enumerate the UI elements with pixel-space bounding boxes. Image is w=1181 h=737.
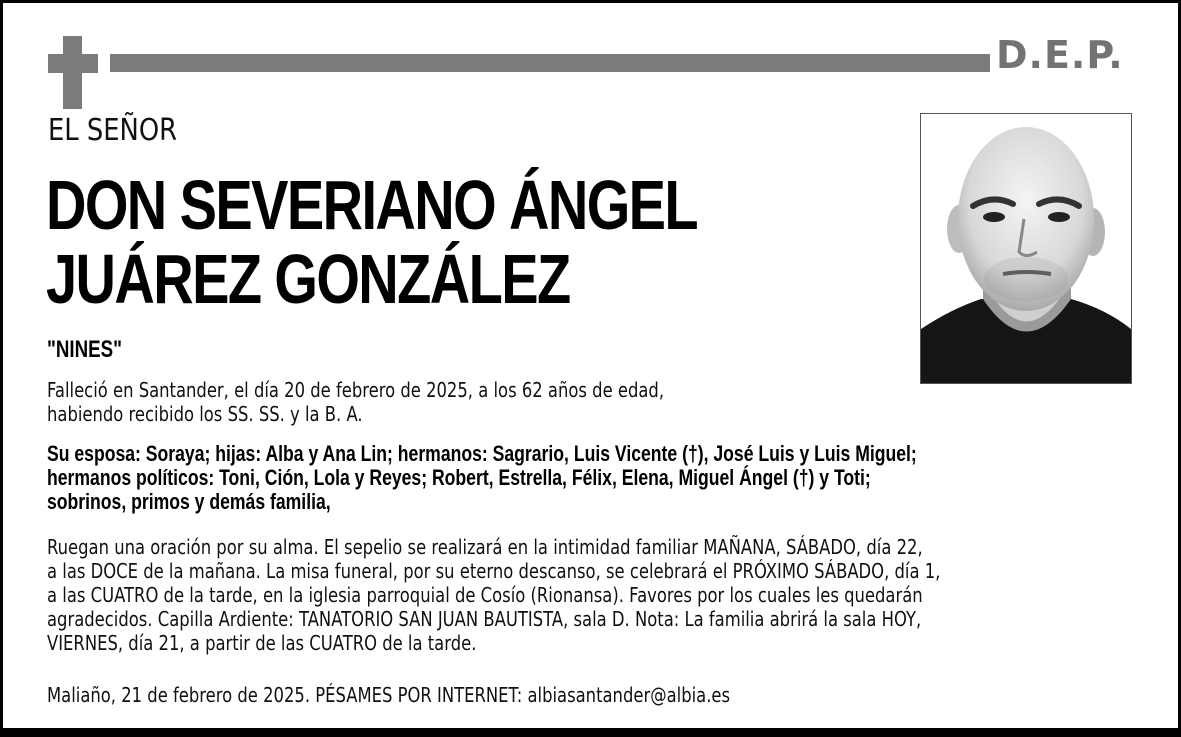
footer-condolences-label: PÉSAMES POR INTERNET:	[315, 683, 523, 707]
service-line-4: agradecidos. Capilla Ardiente: TANATORIO SAN JUAN BAUTISTA, sala D. Nota: La familia abrirá la sala HOY,	[47, 607, 922, 631]
header-rule	[110, 54, 990, 72]
footer-email-link[interactable]: albiasantander@albia.es	[527, 683, 731, 707]
title-prefix: EL SEÑOR	[48, 113, 178, 148]
family-line-3: sobrinos, primos y demás familia,	[47, 489, 331, 514]
dep-label: D.E.P.	[996, 33, 1124, 77]
family-line-1: Su esposa: Soraya; hijas: Alba y Ana Lin; hermanos: Sagrario, Luis Vicente (†), José Luis y Luis Miguel;	[47, 441, 917, 466]
footer	[47, 683, 730, 707]
service-line-5: VIERNES, día 21, a partir de las CUATRO de la tarde.	[47, 631, 477, 655]
death-notice	[47, 378, 664, 426]
name-line-2: JUÁREZ GONZÁLEZ	[46, 240, 570, 318]
service-line-3: a las CUATRO de la tarde, en la iglesia parroquial de Cosío (Rionansa). Favores por los cuales les quedarán	[47, 583, 923, 607]
service-line-2: a las DOCE de la mañana. La misa funeral, por su eterno descanso, se celebrará el PRÓXIMO SÁBADO, día 1,	[47, 559, 941, 583]
family-list	[47, 442, 917, 514]
deceased-name	[46, 168, 697, 316]
nickname: "NINES"	[47, 336, 122, 363]
cross-icon	[48, 36, 98, 109]
portrait-icon	[921, 114, 1131, 383]
service-details	[47, 535, 940, 655]
death-line-2: habiendo recibido los SS. SS. y la B. A.	[47, 402, 363, 426]
death-line-1: Falleció en Santander, el día 20 de febrero de 2025, a los 62 años de edad,	[47, 378, 665, 402]
deceased-photo	[920, 113, 1132, 384]
footer-place-date: Maliaño, 21 de febrero de 2025.	[47, 683, 311, 707]
service-line-1: Ruegan una oración por su alma. El sepelio se realizará en la intimidad familiar MAÑANA, SÁBADO, día 22,	[47, 535, 923, 559]
name-line-1: DON SEVERIANO ÁNGEL	[46, 166, 698, 244]
family-line-2: hermanos políticos: Toni, Ción, Lola y Reyes; Robert, Estrella, Félix, Elena, Miguel Ángel (†) y Toti;	[47, 465, 871, 490]
